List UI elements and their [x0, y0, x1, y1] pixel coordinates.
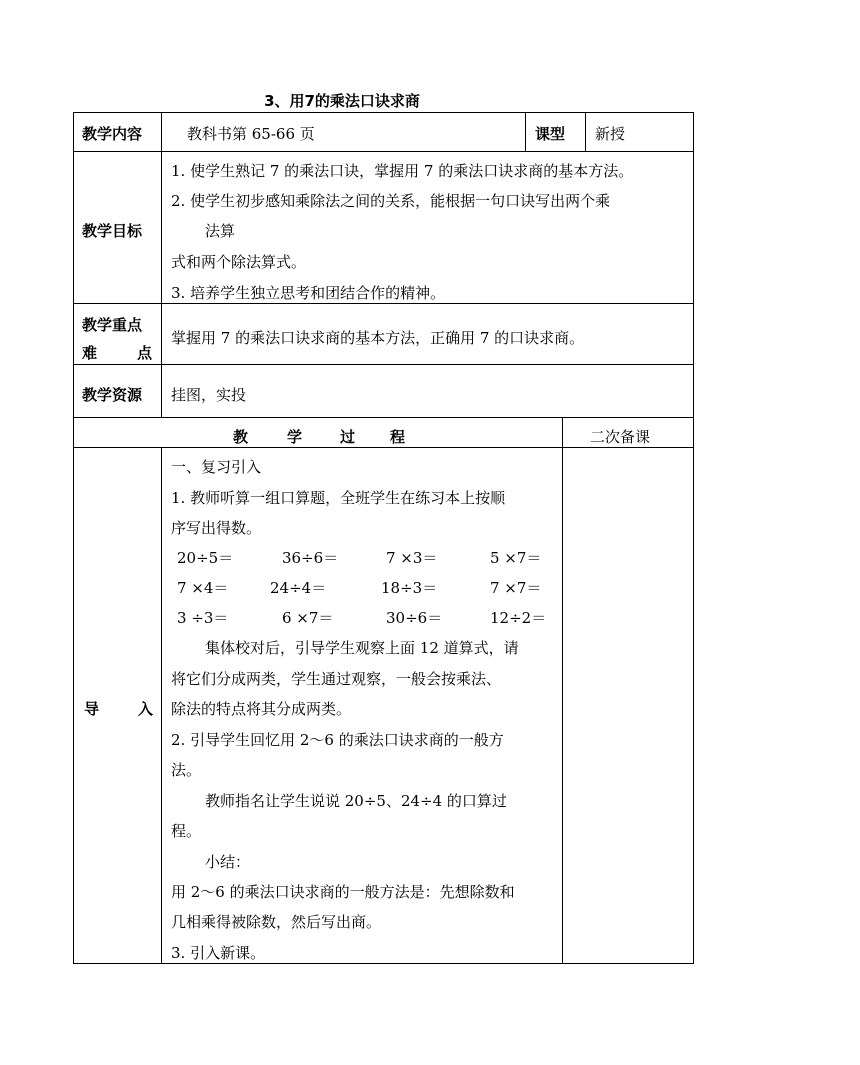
difficulty-label: 难	[82, 344, 98, 362]
goal-line: 1. 使学生熟记 7 的乘法口诀，掌握用 7 的乘法口诀求商的基本方法。	[171, 162, 634, 180]
content-value: 教科书第 65-66 页	[187, 125, 315, 143]
goals-label: 教学目标	[82, 222, 143, 240]
difficulty-label: 点	[137, 344, 153, 362]
type-column-divider	[525, 112, 526, 152]
problem: 7 ×4＝	[177, 579, 229, 597]
intro-line: 集体校对后，引导学生观察上面 12 道算式，请	[205, 639, 519, 657]
process-header-char: 学	[287, 428, 303, 446]
process-header-char: 程	[390, 428, 406, 446]
problem: 36÷6＝	[282, 549, 339, 567]
intro-label: 导	[84, 700, 100, 718]
row-divider	[73, 447, 694, 448]
intro-line: 几相乘得被除数，然后写出商。	[171, 913, 382, 931]
second-preparation-header: 二次备课	[590, 428, 651, 446]
side-column-divider	[562, 417, 563, 964]
table-border-bottom	[73, 963, 694, 964]
intro-line: 程。	[171, 822, 202, 840]
resources-value: 挂图，实投	[171, 386, 247, 404]
type-label: 课型	[535, 125, 566, 143]
label-column-divider	[161, 112, 162, 418]
type-value: 新授	[595, 125, 626, 143]
goal-line: 法算	[205, 222, 236, 240]
content-label: 教学内容	[82, 125, 143, 143]
problem: 30÷6＝	[386, 609, 443, 627]
key-label: 教学重点	[82, 316, 143, 334]
row-divider	[73, 151, 694, 152]
intro-line: 3. 引入新课。	[171, 944, 266, 962]
page-title: 3、用7的乘法口诀求商	[264, 92, 420, 110]
intro-line: 小结：	[205, 853, 251, 871]
row-divider	[73, 417, 694, 418]
intro-line: 2. 引导学生回忆用 2～6 的乘法口诀求商的一般方	[171, 731, 504, 749]
intro-line: 一、复习引入	[171, 458, 262, 476]
row-divider	[73, 364, 694, 365]
intro-line: 1. 教师听算一组口算题，全班学生在练习本上按顺	[171, 489, 506, 507]
label-column-divider	[161, 447, 162, 964]
problem: 18÷3＝	[381, 579, 438, 597]
row-divider	[73, 303, 694, 304]
key-value: 掌握用 7 的乘法口诀求商的基本方法，正确用 7 的口诀求商。	[171, 329, 585, 347]
problem: 20÷5＝	[177, 549, 234, 567]
intro-line: 用 2～6 的乘法口诀求商的一般方法是：先想除数和	[171, 883, 515, 901]
resources-label: 教学资源	[82, 386, 143, 404]
intro-line: 法。	[171, 761, 202, 779]
problem: 7 ×7＝	[490, 579, 542, 597]
intro-label: 入	[138, 700, 154, 718]
problem: 24÷4＝	[270, 579, 327, 597]
intro-line: 教师指名让学生说说 20÷5、24÷4 的口算过	[205, 792, 507, 810]
problem: 7 ×3＝	[386, 549, 438, 567]
table-border-top	[73, 112, 694, 113]
goal-line: 3. 培养学生独立思考和团结合作的精神。	[171, 284, 446, 302]
problem: 5 ×7＝	[490, 549, 542, 567]
goal-line: 式和两个除法算式。	[171, 253, 307, 271]
problem: 12÷2＝	[490, 609, 547, 627]
table-border-right	[693, 112, 694, 964]
intro-line: 序写出得数。	[171, 519, 262, 537]
process-header-char: 教	[233, 428, 249, 446]
process-header-char: 过	[340, 428, 356, 446]
intro-line: 将它们分成两类，学生通过观察，一般会按乘法、	[171, 670, 502, 688]
type-column-divider	[585, 112, 586, 152]
table-border-left	[73, 112, 74, 964]
intro-line: 除法的特点将其分成两类。	[171, 700, 352, 718]
problem: 3 ÷3＝	[177, 609, 229, 627]
goal-line: 2. 使学生初步感知乘除法之间的关系，能根据一句口诀写出两个乘	[171, 192, 611, 210]
problem: 6 ×7＝	[282, 609, 334, 627]
